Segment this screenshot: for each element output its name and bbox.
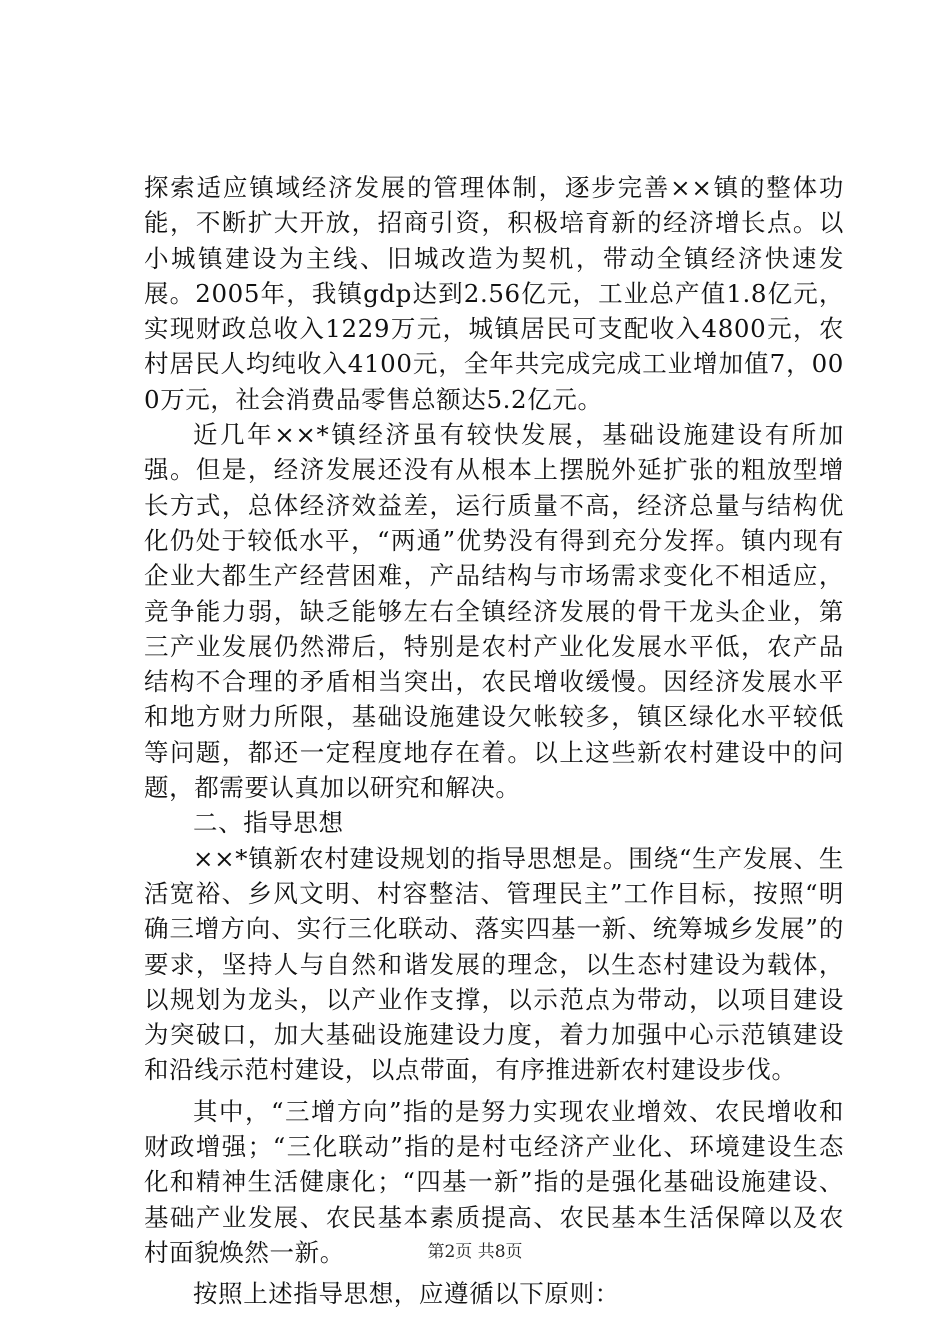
- paragraph-economy-overview: 探索适应镇域经济发展的管理体制，逐步完善××镇的整体功能，不断扩大开放，招商引资，积极培育新的经济增长点。以小城镇建设为主线、旧城改造为契机，带动全镇经济快速发展。2005年，我镇gdp达到2.56亿元，工业总产值1.8亿元，实现财政总收入1229万元，城镇居民可支配收入4800元，农村居民人均纯收入4100元，全年共完成完成工业增加值7，000万元，社会消费品零售总额达5.2亿元。: [144, 173, 844, 414]
- paragraph-guiding-ideology: ××*镇新农村建设规划的指导思想是。围绕“生产发展、生活宽裕、乡风文明、村容整洁、管理民主”工作目标，按照“明确三增方向、实行三化联动、落实四基一新、统筹城乡发展”的要求，坚持人与自然和谐发展的理念，以生态村建设为载体，以规划为龙头，以产业作支撑，以示范点为带动，以项目建设为突破口，加大基础设施建设力度，着力加强中心示范镇建设和沿线示范村建设，以点带面，有序推进新农村建设步伐。: [144, 843, 844, 1085]
- document-body: [144, 170, 844, 1312]
- paragraph-explanation: 其中，“三增方向”指的是努力实现农业增效、农民增收和财政增强；“三化联动”指的是村屯经济产业化、环境建设生态化和精神生活健康化；“四基一新”指的是强化基础设施建设、基础产业发展、农民基本素质提高、农民基本生活保障以及农村面貌焕然一新。: [144, 1096, 844, 1267]
- page-number-footer: 第2页 共8页: [427, 1242, 523, 1262]
- paragraph-principles-intro: 按照上述指导思想，应遵循以下原则：: [193, 1279, 620, 1309]
- paragraph-problems: 近几年××*镇经济虽有较快发展，基础设施建设有所加强。但是，经济发展还没有从根本上摆脱外延扩张的粗放型增长方式，总体经济效益差，运行质量不高，经济总量与结构优化仍处于较低水平，“两通”优势没有得到充分发挥。镇内现有企业大都生产经营困难，产品结构与市场需求变化不相适应，竞争能力弱，缺乏能够左右全镇经济发展的骨干龙头企业，第三产业发展仍然滞后，特别是农村产业化发展水平低，农产品结构不合理的矛盾相当突出，农民增收缓慢。因经济发展水平和地方财力所限，基础设施建设欠帐较多，镇区绿化水平较低等问题，都还一定程度地存在着。以上这些新农村建设中的问题，都需要认真加以研究和解决。: [144, 420, 844, 803]
- section-heading-guiding-ideology: 二、指导思想: [193, 808, 344, 838]
